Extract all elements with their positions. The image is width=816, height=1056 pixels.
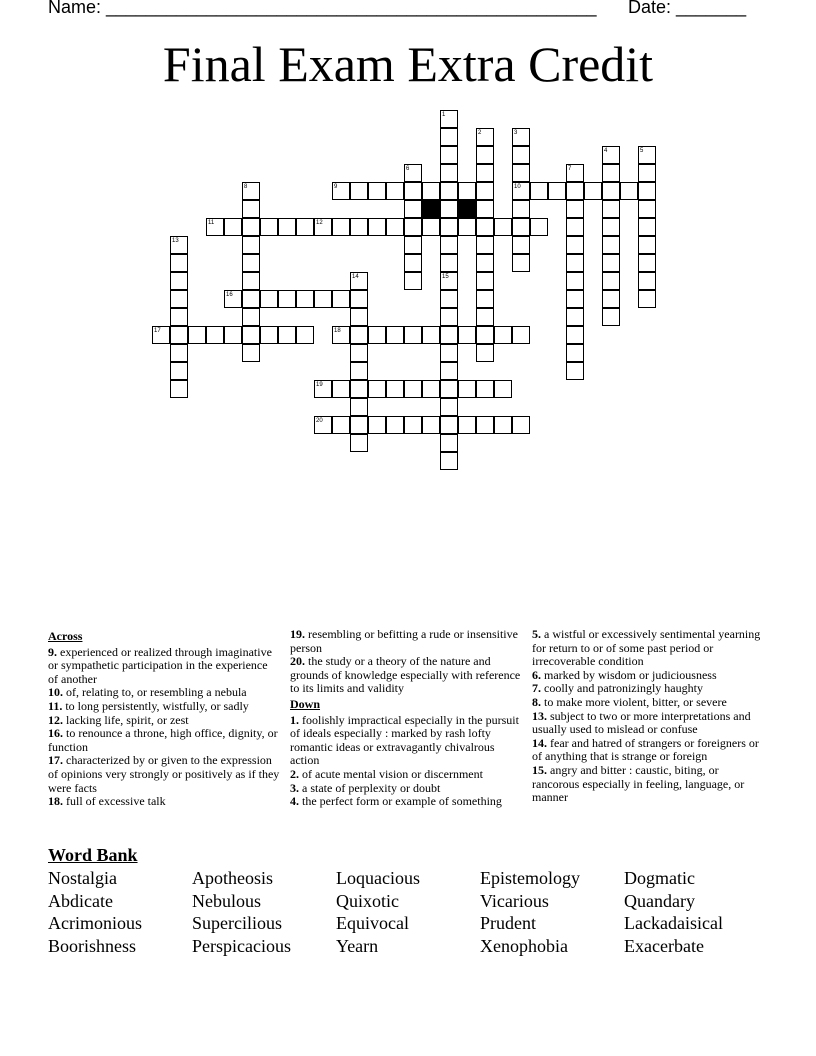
clue-text: resembling or befitting a rude or insensitive person [290, 627, 518, 655]
crossword-cell[interactable] [476, 344, 494, 362]
crossword-cell[interactable] [458, 380, 476, 398]
crossword-cell[interactable] [422, 326, 440, 344]
clue-number: 19 [316, 382, 323, 388]
crossword-cell[interactable] [332, 326, 350, 344]
crossword-cell[interactable] [206, 218, 224, 236]
clue-number: 18 [334, 328, 341, 334]
crossword-cell[interactable] [170, 272, 188, 290]
crossword-cell[interactable] [476, 128, 494, 146]
crossword-cell[interactable] [242, 182, 260, 200]
crossword-cell[interactable] [440, 380, 458, 398]
clue-number: 10 [514, 184, 521, 190]
crossword-cell[interactable] [440, 146, 458, 164]
clue-number: 1. [290, 712, 299, 727]
clue-number: 7. [532, 681, 541, 696]
crossword-cell[interactable] [260, 326, 278, 344]
crossword-cell[interactable] [314, 290, 332, 308]
crossword-cell[interactable] [422, 416, 440, 434]
crossword-cell[interactable] [242, 272, 260, 290]
crossword-cell[interactable] [440, 128, 458, 146]
word-bank-title: Word Bank [48, 845, 138, 865]
clue-number: 14 [352, 274, 359, 280]
crossword-cell[interactable] [350, 182, 368, 200]
crossword-cell[interactable] [404, 236, 422, 254]
clue-number: 19. [290, 627, 305, 641]
clue-text: coolly and patronizingly haughty [541, 681, 703, 696]
crossword-cell[interactable] [206, 326, 224, 344]
crossword-cell[interactable] [440, 416, 458, 434]
crossword-cell[interactable] [404, 380, 422, 398]
crossword-cell[interactable] [602, 146, 620, 164]
crossword-cell[interactable] [566, 182, 584, 200]
crossword-cell[interactable] [512, 200, 530, 218]
clue-number: 8. [532, 694, 541, 709]
crossword-cell[interactable] [602, 290, 620, 308]
crossword-cell[interactable] [494, 326, 512, 344]
crossword-cell[interactable] [548, 182, 566, 200]
word-bank-word: Lackadaisical [624, 913, 723, 933]
crossword-cell[interactable] [512, 326, 530, 344]
crossword-cell[interactable] [458, 416, 476, 434]
crossword-cell[interactable] [440, 164, 458, 182]
crossword-cell[interactable] [566, 326, 584, 344]
crossword-cell[interactable] [242, 326, 260, 344]
crossword-cell[interactable] [512, 164, 530, 182]
crossword-cell[interactable] [170, 290, 188, 308]
clue-item [290, 714, 522, 768]
crossword-cell[interactable] [386, 380, 404, 398]
crossword-cell[interactable] [332, 380, 350, 398]
word-bank-word: Yearn [336, 935, 379, 956]
crossword-cell[interactable] [638, 200, 656, 218]
name-field[interactable]: Name: _________________________________________________ [48, 0, 597, 17]
clue-number: 4. [290, 794, 299, 809]
clue-text: a wistful or excessively sentimental yearning for return to or of some past period or irrecoverable condition [532, 627, 761, 669]
crossword-cell[interactable] [566, 236, 584, 254]
crossword-cell[interactable] [566, 290, 584, 308]
word-bank-word: Quixotic [336, 890, 399, 911]
clue-number: 15. [532, 762, 547, 777]
clue-number: 9. [48, 644, 57, 659]
crossword-cell[interactable] [512, 254, 530, 272]
clue-number: 1 [442, 112, 446, 118]
crossword-cell[interactable] [404, 164, 422, 182]
crossword-cell[interactable] [638, 254, 656, 272]
crossword-cell[interactable] [242, 200, 260, 218]
clue-text: angry and bitter : caustic, biting, or rancorous especially in feeling, language, or manner [532, 762, 745, 805]
clue-text: a state of perplexity or doubt [299, 780, 441, 795]
crossword-cell[interactable] [476, 218, 494, 236]
clue-number: 6 [406, 166, 410, 172]
crossword-cell[interactable] [242, 308, 260, 326]
crossword-cell[interactable] [332, 290, 350, 308]
word-bank-word: Perspicacious [192, 935, 291, 956]
crossword-cell[interactable] [422, 380, 440, 398]
crossword-cell[interactable] [440, 200, 458, 218]
crossword-cell[interactable] [512, 128, 530, 146]
word-bank-word: Dogmatic [624, 868, 695, 888]
crossword-cell[interactable] [494, 416, 512, 434]
clue-number: 17 [154, 328, 161, 334]
crossword-cell[interactable] [404, 254, 422, 272]
word-bank-word: Exacerbate [624, 935, 704, 956]
crossword-cell[interactable] [242, 344, 260, 362]
crossword-cell[interactable] [350, 272, 368, 290]
crossword-cell[interactable] [386, 182, 404, 200]
clue-number: 7 [568, 166, 572, 172]
crossword-cell[interactable] [440, 344, 458, 362]
crossword-cell[interactable] [260, 290, 278, 308]
clue-item [290, 655, 522, 696]
crossword-cell[interactable] [476, 416, 494, 434]
crossword-cell[interactable] [350, 218, 368, 236]
crossword-cell[interactable] [224, 218, 242, 236]
crossword-cell[interactable] [602, 308, 620, 326]
crossword-cell[interactable] [440, 236, 458, 254]
crossword-cell[interactable] [260, 218, 278, 236]
crossword-cell[interactable] [440, 290, 458, 308]
clue-number: 12. [48, 712, 63, 727]
crossword-cell[interactable] [476, 290, 494, 308]
crossword-cell[interactable] [440, 272, 458, 290]
crossword-cell[interactable] [350, 290, 368, 308]
clue-number: 2 [478, 130, 482, 136]
crossword-cell[interactable] [278, 326, 296, 344]
crossword-cell[interactable] [350, 344, 368, 362]
clue-number: 15 [442, 274, 449, 280]
crossword-cell[interactable] [602, 254, 620, 272]
crossword-cell[interactable] [242, 254, 260, 272]
crossword-cell[interactable] [170, 326, 188, 344]
crossword-cell[interactable] [314, 416, 332, 434]
crossword-cell[interactable] [386, 416, 404, 434]
crossword-cell[interactable] [476, 308, 494, 326]
crossword-cell[interactable] [458, 326, 476, 344]
clue-number: 11 [208, 220, 215, 226]
clue-number: 20. [290, 654, 305, 669]
crossword-cell[interactable] [368, 380, 386, 398]
crossword-cell[interactable] [278, 218, 296, 236]
crossword-cell[interactable] [566, 362, 584, 380]
crossword-cell[interactable] [440, 452, 458, 470]
crossword-cell[interactable] [638, 182, 656, 200]
crossword-cell[interactable] [512, 236, 530, 254]
crossword-cell[interactable] [440, 308, 458, 326]
crossword-cell[interactable] [332, 416, 350, 434]
clue-number: 4 [604, 148, 608, 154]
clue-item [532, 696, 764, 710]
crossword-cell[interactable] [422, 182, 440, 200]
crossword-cell[interactable] [566, 218, 584, 236]
clue-item [532, 737, 764, 764]
clues-column-1 [48, 628, 280, 809]
crossword-cell[interactable] [476, 236, 494, 254]
clue-item [290, 795, 522, 809]
date-field[interactable]: Date: _______ [628, 0, 747, 17]
word-bank-word: Vicarious [480, 890, 549, 911]
crossword-cell[interactable] [368, 326, 386, 344]
crossword-cell[interactable] [314, 218, 332, 236]
crossword-cell[interactable] [404, 326, 422, 344]
clue-text: to long persistently, wistfully, or sadly [62, 698, 249, 713]
clue-number: 2. [290, 766, 299, 781]
crossword-cell[interactable] [368, 182, 386, 200]
word-bank-word: Quandary [624, 890, 695, 911]
clue-item [532, 710, 764, 737]
crossword-cell[interactable] [440, 254, 458, 272]
crossword-cell[interactable] [242, 236, 260, 254]
crossword-cell[interactable] [224, 326, 242, 344]
crossword-cell[interactable] [512, 218, 530, 236]
crossword-cell[interactable] [602, 164, 620, 182]
page-title: Final Exam Extra Credit [162, 36, 654, 92]
clue-number: 9 [334, 184, 338, 190]
clue-text: to renounce a throne, high office, dignity, or function [48, 726, 278, 754]
clue-item [532, 682, 764, 696]
crossword-cell[interactable] [404, 200, 422, 218]
crossword-cell[interactable] [350, 308, 368, 326]
crossword-cell[interactable] [296, 326, 314, 344]
crossword-cell[interactable] [566, 344, 584, 362]
crossword-cell[interactable] [332, 218, 350, 236]
crossword-cell[interactable] [296, 290, 314, 308]
word-bank-word: Nostalgia [48, 868, 117, 888]
word-bank-word: Boorishness [48, 935, 137, 956]
clue-text: foolishly impractical especially in the pursuit of ideals especially : marked by rash lofty romantic ideas or extravagantly chivalrous action [290, 712, 519, 768]
crossword-cell[interactable] [170, 254, 188, 272]
crossword-cell[interactable] [278, 290, 296, 308]
clues-column-3 [532, 628, 764, 805]
word-bank-word: Nebulous [192, 890, 261, 911]
clue-number: 16. [48, 726, 63, 741]
clue-item [48, 714, 280, 728]
clue-text: of acute mental vision or discernment [299, 766, 483, 781]
crossword-cell[interactable] [566, 272, 584, 290]
crossword-cell[interactable] [458, 218, 476, 236]
word-bank-word: Loquacious [336, 868, 420, 888]
crossword-cell[interactable] [620, 182, 638, 200]
clue-text: the study or a theory of the nature and grounds of knowledge especially with reference to its limits and validity [290, 654, 521, 696]
crossword-black-cell [458, 200, 476, 218]
crossword-cell[interactable] [512, 146, 530, 164]
clue-number: 14. [532, 735, 547, 750]
crossword-cell[interactable] [440, 218, 458, 236]
crossword-cell[interactable] [170, 344, 188, 362]
crossword-cell[interactable] [512, 416, 530, 434]
crossword-cell[interactable] [404, 182, 422, 200]
clue-text: lacking life, spirit, or zest [63, 712, 189, 727]
crossword-cell[interactable] [602, 236, 620, 254]
crossword-cell[interactable] [350, 380, 368, 398]
word-bank-word: Abdicate [48, 890, 113, 911]
crossword-cell[interactable] [332, 182, 350, 200]
clue-number: 6. [532, 667, 541, 682]
clue-number: 8 [244, 184, 248, 190]
crossword-cell[interactable] [368, 218, 386, 236]
crossword-cell[interactable] [440, 182, 458, 200]
crossword-cell[interactable] [368, 416, 386, 434]
crossword-cell[interactable] [350, 326, 368, 344]
crossword-cell[interactable] [566, 164, 584, 182]
crossword-cell[interactable] [530, 182, 548, 200]
crossword-cell[interactable] [476, 164, 494, 182]
clue-text: experienced or realized through imaginative or sympathetic participation in the experience of another [48, 644, 272, 686]
clue-number: 16 [226, 292, 233, 298]
clue-item [48, 795, 280, 809]
clue-item [532, 628, 764, 669]
crossword-cell[interactable] [476, 200, 494, 218]
word-bank-word: Apotheosis [192, 868, 273, 888]
clue-number: 5. [532, 627, 541, 641]
clue-number: 11. [48, 698, 63, 713]
word-bank-word: Epistemology [480, 868, 580, 888]
clue-number: 5 [640, 148, 644, 154]
crossword-cell[interactable] [476, 272, 494, 290]
crossword-cell[interactable] [530, 218, 548, 236]
crossword-cell[interactable] [494, 218, 512, 236]
crossword-cell[interactable] [170, 380, 188, 398]
down-heading: Down [290, 696, 321, 711]
clue-number: 12 [316, 220, 323, 226]
clue-number: 20 [316, 418, 323, 424]
crossword-cell[interactable] [440, 326, 458, 344]
crossword-cell[interactable] [566, 254, 584, 272]
crossword-cell[interactable] [422, 218, 440, 236]
crossword-cell[interactable] [476, 380, 494, 398]
crossword-cell[interactable] [440, 434, 458, 452]
clue-text: to make more violent, bitter, or severe [541, 694, 727, 709]
crossword-cell[interactable] [386, 218, 404, 236]
crossword-cell[interactable] [350, 398, 368, 416]
crossword-cell[interactable] [386, 326, 404, 344]
crossword-cell[interactable] [242, 218, 260, 236]
crossword-cell[interactable] [602, 200, 620, 218]
crossword-cell[interactable] [440, 398, 458, 416]
across-heading: Across [48, 629, 83, 643]
crossword-cell[interactable] [476, 146, 494, 164]
crossword-cell[interactable] [170, 362, 188, 380]
clue-item [48, 727, 280, 754]
clue-item [48, 700, 280, 714]
word-bank-word: Supercilious [192, 913, 282, 933]
clue-item [48, 754, 280, 795]
crossword-cell[interactable] [170, 236, 188, 254]
clue-number: 3 [514, 130, 518, 136]
clue-text: of, relating to, or resembling a nebula [63, 685, 247, 700]
crossword-cell[interactable] [638, 164, 656, 182]
crossword-cell[interactable] [440, 110, 458, 128]
crossword-cell[interactable] [566, 308, 584, 326]
crossword-cell[interactable] [314, 380, 332, 398]
word-bank-word: Acrimonious [48, 913, 142, 933]
crossword-cell[interactable] [152, 326, 170, 344]
crossword-cell[interactable] [602, 218, 620, 236]
clue-item [48, 646, 280, 687]
crossword-cell[interactable] [638, 218, 656, 236]
crossword-cell[interactable] [296, 218, 314, 236]
crossword-cell[interactable] [512, 182, 530, 200]
clue-item [290, 782, 522, 796]
clue-text: full of excessive talk [63, 794, 166, 809]
clue-number: 13. [532, 708, 547, 723]
crossword-cell[interactable] [476, 326, 494, 344]
crossword-cell[interactable] [638, 146, 656, 164]
clue-number: 17. [48, 753, 63, 768]
clue-text: the perfect form or example of something [299, 794, 502, 809]
clues-column-2 [290, 628, 522, 809]
clue-number: 13 [172, 238, 179, 244]
clue-text: characterized by or given to the expression of opinions very strongly or positively as if they were facts [48, 753, 280, 795]
clue-item [290, 628, 522, 655]
crossword-cell[interactable] [404, 218, 422, 236]
clue-number: 10. [48, 685, 63, 700]
crossword-cell[interactable] [188, 326, 206, 344]
crossword-cell[interactable] [476, 182, 494, 200]
crossword-cell[interactable] [458, 182, 476, 200]
crossword-cell[interactable] [350, 362, 368, 380]
crossword-cell[interactable] [242, 290, 260, 308]
clue-number: 18. [48, 794, 63, 809]
clue-item [532, 764, 764, 805]
crossword-cell[interactable] [566, 200, 584, 218]
clue-text: marked by wisdom or judiciousness [541, 667, 717, 682]
crossword-cell[interactable] [638, 272, 656, 290]
crossword-cell[interactable] [494, 380, 512, 398]
word-bank-word: Xenophobia [480, 935, 568, 956]
clue-item [532, 669, 764, 683]
clue-text: fear and hatred of strangers or foreigners or of anything that is strange or foreign [532, 735, 759, 764]
crossword-cell[interactable] [350, 434, 368, 452]
crossword-cell[interactable] [170, 308, 188, 326]
crossword-cell[interactable] [584, 182, 602, 200]
clue-text: subject to two or more interpretations and usually used to mislead or confuse [532, 708, 751, 737]
crossword-cell[interactable] [602, 272, 620, 290]
crossword-cell[interactable] [224, 290, 242, 308]
crossword-cell[interactable] [404, 272, 422, 290]
crossword-cell[interactable] [638, 290, 656, 308]
clue-number: 3. [290, 780, 299, 795]
word-bank-word: Prudent [480, 913, 536, 933]
crossword-cell[interactable] [476, 254, 494, 272]
crossword-cell[interactable] [440, 362, 458, 380]
crossword-cell[interactable] [350, 416, 368, 434]
clue-item [290, 768, 522, 782]
crossword-cell[interactable] [404, 416, 422, 434]
word-bank-word: Equivocal [336, 913, 409, 933]
crossword-black-cell [422, 200, 440, 218]
crossword-cell[interactable] [602, 182, 620, 200]
clue-item [48, 686, 280, 700]
crossword-cell[interactable] [638, 236, 656, 254]
